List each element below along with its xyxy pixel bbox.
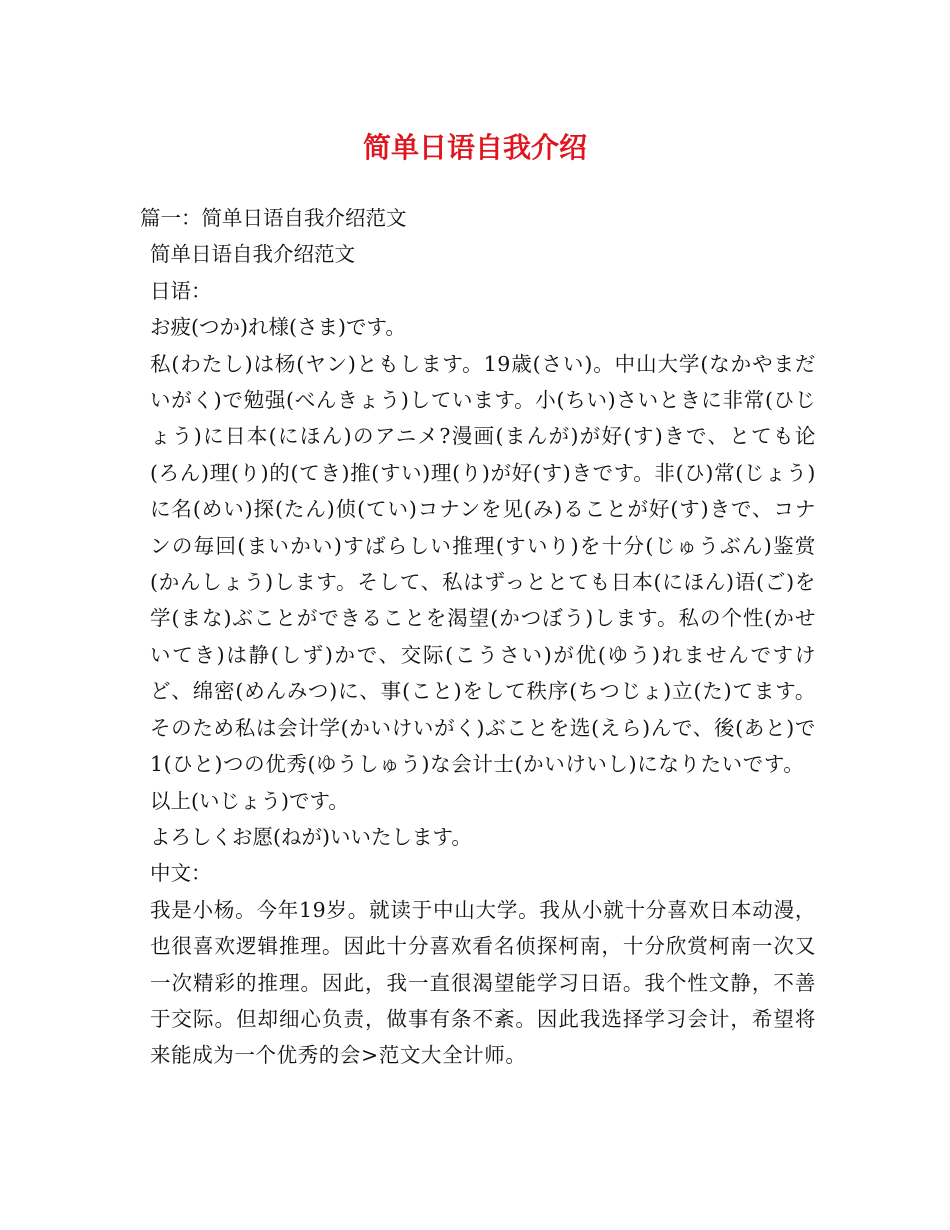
chinese-paragraph: 我是小杨。今年19岁。就读于中山大学。我从小就十分喜欢日本动漫，也很喜欢逻辑推理。因此十分喜欢看名侦探柯南，十分欣赏柯南一次又一次精彩的推理。因此，我一直很渴望能学习日语。我个性文静，不善于交际。但却细心负责，做事有条不紊。因此我选择学习会计，希望将来能成为一个优秀的会>范文大全计师。 xyxy=(150,897,816,1068)
japanese-greeting: お疲(つか)れ様(さま)です。 xyxy=(150,315,406,340)
chinese-label: 中文： xyxy=(150,861,212,886)
japanese-closing-2: よろしくお愿(ねが)いいたします。 xyxy=(150,824,472,849)
document-body xyxy=(140,200,816,1074)
japanese-paragraph: 私(わたし)は杨(ヤン)ともします。19歳(さい)。中山大学(なかやまだいがく)で勉强(べんきょう)しています。小(ちい)さいときに非常(ひじょう)に日本(にほん)のアニメ?漫画(まんが)が好(す)きで、とても论(ろん)理(り)的(てき)推(すい)理(り)が好(す)きです。非(ひ)常(じょう)に名(めい)探(たん)侦(てい)コナンを见(み)ることが好(す)きで、コナンの毎回(まいかい)すばらしい推理(すいり)を十分(じゅうぶん)鉴赏(かんしょう)します。そして、私はずっととても日本(にほん)语(ご)を学(まな)ぶことができることを渴望(かつぼう)します。私の个性(かせいてき)は静(しず)かで、交际(こうさい)が优(ゆう)れませんですけど、绵密(めんみつ)に、事(こと)をして秩序(ちつじょ)立(た)てます。そのため私は会计学(かいけいがく)ぶことを选(えら)んで、後(あと)で1(ひと)つの优秀(ゆうしゅう)な会计士(かいけいし)になりたいです。 xyxy=(150,351,816,777)
document-title: 简单日语自我介绍 xyxy=(362,131,587,164)
section-heading: 篇一：简单日语自我介绍范文 xyxy=(140,206,407,230)
sub-heading: 简单日语自我介绍范文 xyxy=(150,242,355,267)
japanese-label: 日语： xyxy=(150,278,212,303)
japanese-closing-1: 以上(いじょう)です。 xyxy=(150,788,349,813)
